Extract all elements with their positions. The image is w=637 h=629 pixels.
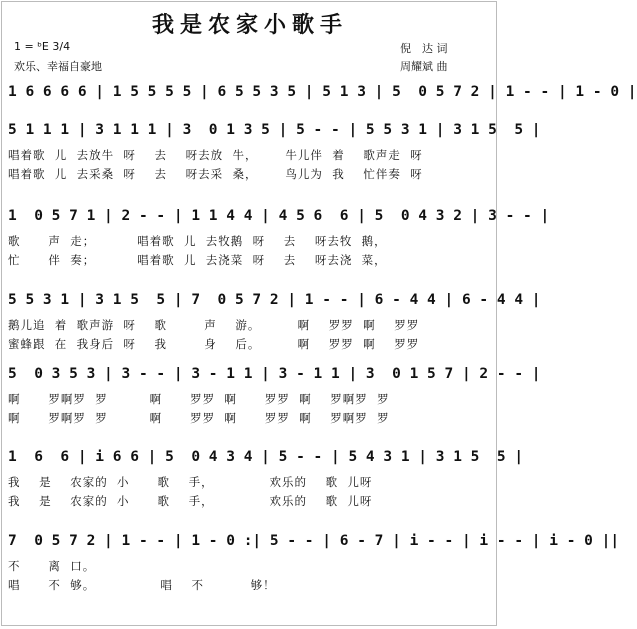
composer-credit: 周耀斌 曲 (400, 60, 448, 73)
notation-line-7: 7 0 5 7 2 | 1 - - | 1 - 0 :| 5 - - | 6 - 7 | i - - | i - - | i - 0 || (8, 533, 620, 549)
notation-line-2: 5 1 1 1 | 3 1 1 1 | 3 0 1 3 5 | 5 - - | 5 5 3 1 | 3 1 5 5 | (8, 122, 541, 138)
lyric-line-4-verse-1: 鹅儿追 着 歌声游 呀 歌 声 游。 啊 罗罗 啊 罗罗 (8, 318, 420, 332)
lyric-line-5-verse-1: 啊 罗啊罗 罗 啊 罗罗 啊 罗罗 啊 罗啊罗 罗 (8, 392, 390, 406)
lyric-line-3-verse-1: 歌 声 走； 唱着歌 儿 去牧鹅 呀 去 呀去牧 鹅， (8, 234, 387, 248)
notation-line-4: 5 5 3 1 | 3 1 5 5 | 7 0 5 7 2 | 1 - - | 6 - 4 4 | 6 - 4 4 | (8, 292, 541, 308)
song-title: 我是农家小歌手 (151, 13, 348, 38)
lyricist-credit: 倪 达 词 (400, 42, 448, 55)
lyric-line-5-verse-2: 啊 罗啊罗 罗 啊 罗罗 啊 罗罗 啊 罗啊罗 罗 (8, 411, 390, 425)
lyric-line-2-verse-2: 唱着歌 儿 去采桑 呀 去 呀去采 桑， 鸟儿为 我 忙伴奏 呀 (8, 167, 423, 181)
lyric-line-3-verse-2: 忙 伴 奏； 唱着歌 儿 去浇菜 呀 去 呀去浇 菜， (8, 253, 387, 267)
notation-line-6: 1 6 6 | i 6 6 | 5 0 4 3 4 | 5 - - | 5 4 3 1 | 3 1 5 5 | (8, 449, 524, 465)
lyric-line-6-verse-1: 我 是 农家的 小 歌 手， 欢乐的 歌 儿呀 (8, 475, 373, 489)
lyric-line-6-verse-2: 我 是 农家的 小 歌 手， 欢乐的 歌 儿呀 (8, 494, 373, 508)
mood-marking: 欢乐、幸福自豪地 (14, 60, 102, 73)
notation-line-1: 1 6 6 6 6 | 1 5 5 5 5 | 6 5 5 3 5 | 5 1 3 | 5 0 5 7 2 | 1 - - | 1 - 0 | (8, 84, 637, 100)
notation-line-5: 5 0 3 5 3 | 3 - - | 3 - 1 1 | 3 - 1 1 | 3 0 1 5 7 | 2 - - | (8, 366, 541, 382)
lyric-line-4-verse-2: 蜜蜂跟 在 我身后 呀 我 身 后。 啊 罗罗 啊 罗罗 (8, 337, 420, 351)
lyric-line-7-verse-2: 唱 不 够。 唱 不 够！ (8, 578, 276, 592)
lyric-line-7-verse-1: 不 离 口。 (8, 559, 96, 573)
notation-line-3: 1 0 5 7 1 | 2 - - | 1 1 4 4 | 4 5 6 6 | 5 0 4 3 2 | 3 - - | (8, 208, 550, 224)
key-signature: 1 = ᵇE 3/4 (14, 40, 71, 53)
lyric-line-2-verse-1: 唱着歌 儿 去放牛 呀 去 呀去放 牛， 牛儿伴 着 歌声走 呀 (8, 148, 423, 162)
